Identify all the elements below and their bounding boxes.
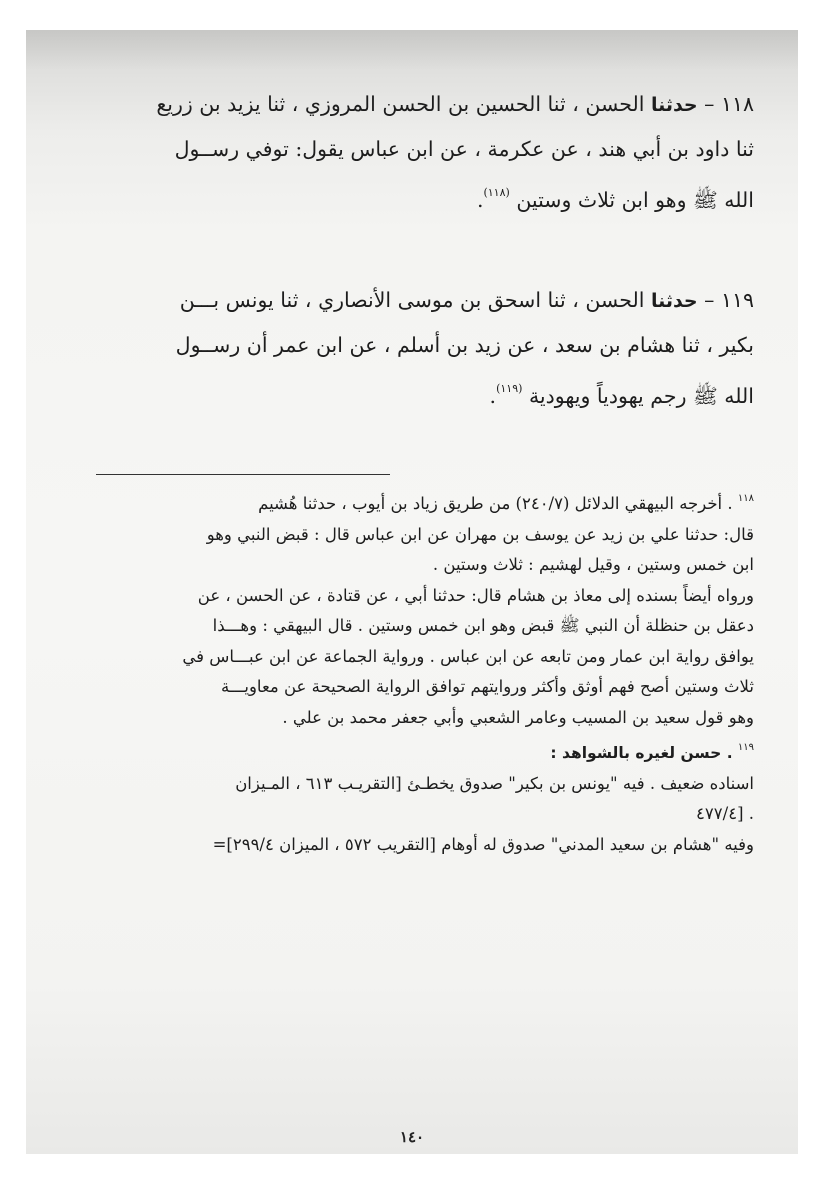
footnote-118-line-1 <box>68 484 754 520</box>
footnotes <box>68 484 754 860</box>
hadith-119-line-2: بكير ، ثنا هشام بن سعد ، عن زيد بن أسلم ، عن ابن عمر أن رســول <box>175 333 754 357</box>
hadith-118-line-1 <box>68 82 754 127</box>
footnote-line: ثلاث وستين أصح فهم أوثق وأكثر وروايتهم توافق الرواية الصحيحة عن معاويـــة <box>221 677 754 696</box>
hadith-118-isnad: الحسن ، ثنا الحسين بن الحسن المروزي ، ثنا يزيد بن زريع <box>156 92 645 116</box>
footnote-line: يوافق رواية ابن عمار ومن تابعه عن ابن عباس . ورواية الجماعة عن ابن عبـــاس في <box>182 646 754 666</box>
footnote-118-marker: ١١٨ <box>737 493 754 504</box>
footnote-118-text: . أخرجه البيهقي الدلائل (٢٤٠/٧) من طريق زياد بن أيوب ، حدثنا هُشيم <box>258 494 733 513</box>
footnote-line: وفيه "هشام بن سعيد المدني" صدوق له أوهام [التقريب ٥٧٢ ، الميزان ٢٩٩/٤]= <box>212 834 754 854</box>
hadith-119-haddathana: حدثنا <box>650 290 698 312</box>
hadith-119-period: . <box>489 384 497 408</box>
footnote-ref-118: (١١٨) <box>483 186 510 199</box>
footnote-line: ابن خمس وستين ، وقيل لهشيم : ثلاث وستين . <box>432 555 754 574</box>
hadith-119-number: ١١٩ – <box>704 288 754 312</box>
footnote-ref-119: (١١٩) <box>496 382 523 395</box>
footnote-line: . [٤٧٧/٤ <box>696 804 754 823</box>
hadith-119-matn-end: الله ﷺ رجم يهودياً ويهودية <box>528 384 754 408</box>
hadith-119 <box>68 278 754 418</box>
hadith-118-matn-end: الله ﷺ وهو ابن ثلاث وستين <box>516 188 754 212</box>
hadith-118-period: . <box>476 188 484 212</box>
footnote-line: قال: حدثنا علي بن زيد عن يوسف بن مهران عن ابن عباس قال : قبض النبي وهو <box>206 524 754 544</box>
hadith-118-line-2: ثنا داود بن أبي هند ، عن عكرمة ، عن ابن عباس يقول: توفي رســول <box>174 137 754 161</box>
footnote-separator <box>96 474 390 475</box>
hadith-119-isnad: الحسن ، ثنا اسحق بن موسى الأنصاري ، ثنا يونس بـــن <box>179 288 645 312</box>
book-page <box>26 30 798 1154</box>
footnote-119-marker: ١١٩ <box>737 742 754 753</box>
footnote-119-line-1 <box>68 733 754 769</box>
footnote-line: ورواه أيضاً بسنده إلى معاذ بن هشام قال: حدثنا أبي ، عن قتادة ، عن الحسن ، عن <box>197 585 754 605</box>
hadith-118-number: ١١٨ – <box>704 92 754 116</box>
footnote-line: دعقل بن حنظلة أن النبي ﷺ قبض وهو ابن خمس وستين . قال البيهقي : وهـــذا <box>212 616 754 635</box>
footnote-119-grading: . حسن لغيره بالشواهد : <box>550 744 733 762</box>
hadith-118 <box>68 82 754 222</box>
footnote-line: اسناده ضعيف . فيه "يونس بن بكير" صدوق يخطـئ [التقريـب ٦١٣ ، المـيزان <box>235 773 754 793</box>
hadith-119-line-1 <box>68 278 754 323</box>
hadith-119-line-3 <box>68 367 754 418</box>
hadith-118-line-3 <box>68 171 754 222</box>
hadith-118-haddathana: حدثنا <box>650 94 698 116</box>
footnote-line: وهو قول سعيد بن المسيب وعامر الشعبي وأبي جعفر محمد بن علي . <box>282 707 754 727</box>
page-number: ١٤٠ <box>399 1128 425 1146</box>
